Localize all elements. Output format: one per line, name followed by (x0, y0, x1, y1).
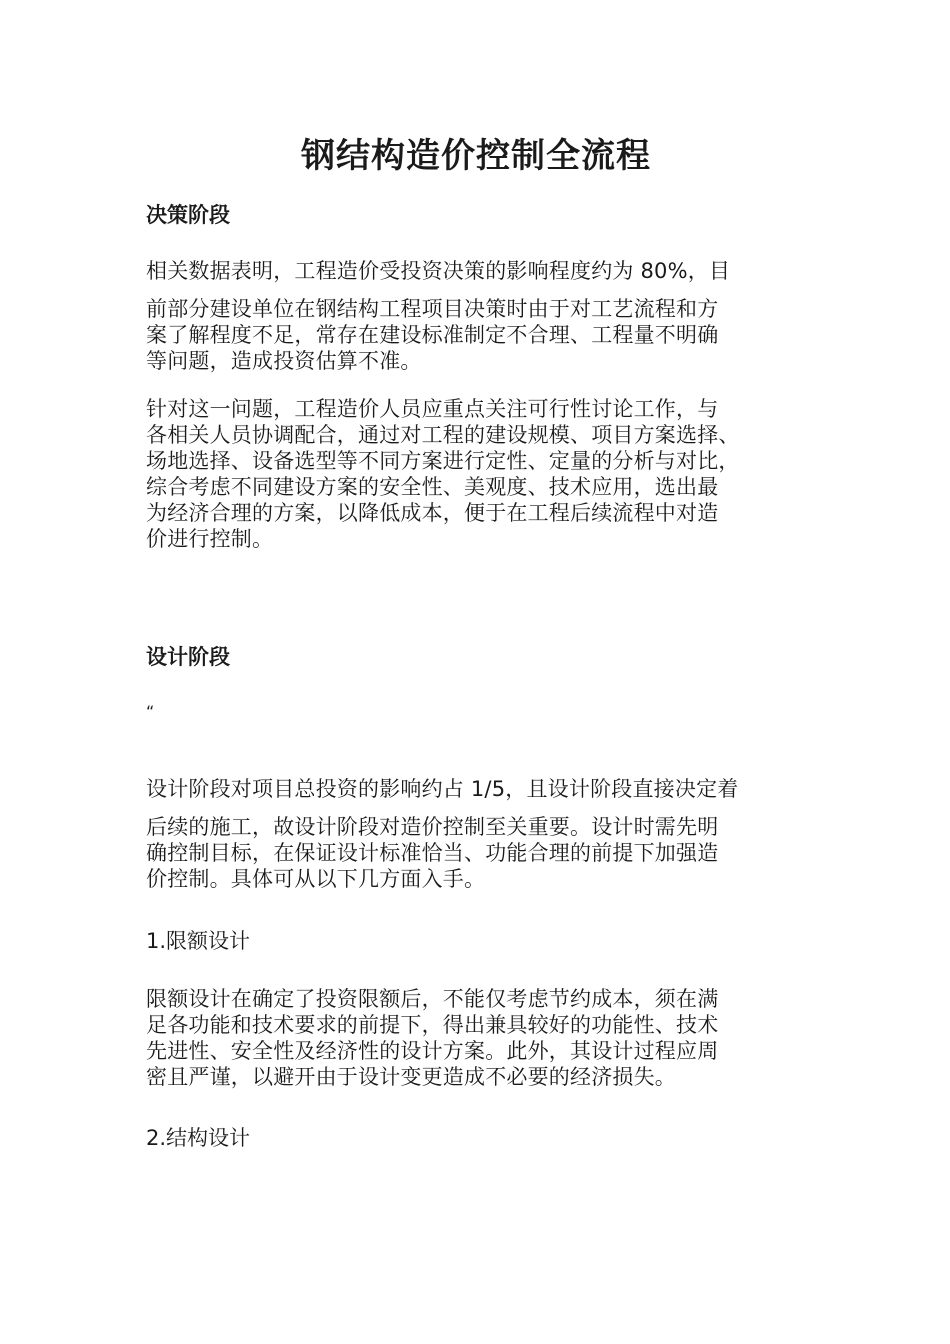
paragraph-design-1-first-line (146, 776, 811, 802)
text-line: 案了解程度不足，常存在建设标准制定不合理、工程量不明确 (146, 323, 719, 347)
text-line: 综合考虑不同建设方案的安全性、美观度、技术应用，选出最 (146, 475, 719, 499)
text-line: 为经济合理的方案，以降低成本，便于在工程后续流程中对造 (146, 501, 719, 525)
paragraph-quota-design (146, 986, 811, 1090)
paragraph-decision-1 (146, 296, 811, 374)
section-heading-design: 设计阶段 (146, 645, 230, 669)
text-line: 先进性、安全性及经济性的设计方案。此外，其设计过程应周 (146, 1039, 719, 1063)
paragraph-decision-1-first-line (146, 258, 811, 284)
subheading-structural-design: 2.结构设计 (146, 1126, 251, 1150)
paragraph-design-1 (146, 814, 811, 892)
subheading-quota-design: 1.限额设计 (146, 929, 251, 953)
text-line: 设计阶段对项目总投资的影响约占 1/5，且设计阶段直接决定着 (146, 777, 739, 801)
text-line: 场地选择、设备选型等不同方案进行定性、定量的分析与对比， (146, 449, 740, 473)
text-line: 等问题，造成投资估算不准。 (146, 349, 422, 373)
text-line: 密且严谨，以避开由于设计变更造成不必要的经济损失。 (146, 1065, 676, 1089)
quote-mark: “ (146, 702, 155, 721)
text-line: 足各功能和技术要求的前提下，得出兼具较好的功能性、技术 (146, 1013, 719, 1037)
text-line: 相关数据表明，工程造价受投资决策的影响程度约为 80%，目 (146, 259, 731, 283)
text-line: 价进行控制。 (146, 527, 274, 551)
section-heading-decision: 决策阶段 (146, 203, 230, 227)
paragraph-decision-2 (146, 396, 811, 552)
text-line: 确控制目标，在保证设计标准恰当、功能合理的前提下加强造 (146, 841, 719, 865)
text-line: 针对这一问题，工程造价人员应重点关注可行性讨论工作，与 (146, 397, 719, 421)
page-title: 钢结构造价控制全流程 (301, 136, 651, 176)
text-line: 限额设计在确定了投资限额后，不能仅考虑节约成本，须在满 (146, 987, 719, 1011)
text-line: 后续的施工，故设计阶段对造价控制至关重要。设计时需先明 (146, 815, 719, 839)
text-line: 各相关人员协调配合，通过对工程的建设规模、项目方案选择、 (146, 423, 740, 447)
text-line: 前部分建设单位在钢结构工程项目决策时由于对工艺流程和方 (146, 297, 719, 321)
text-line: 价控制。具体可从以下几方面入手。 (146, 867, 486, 891)
